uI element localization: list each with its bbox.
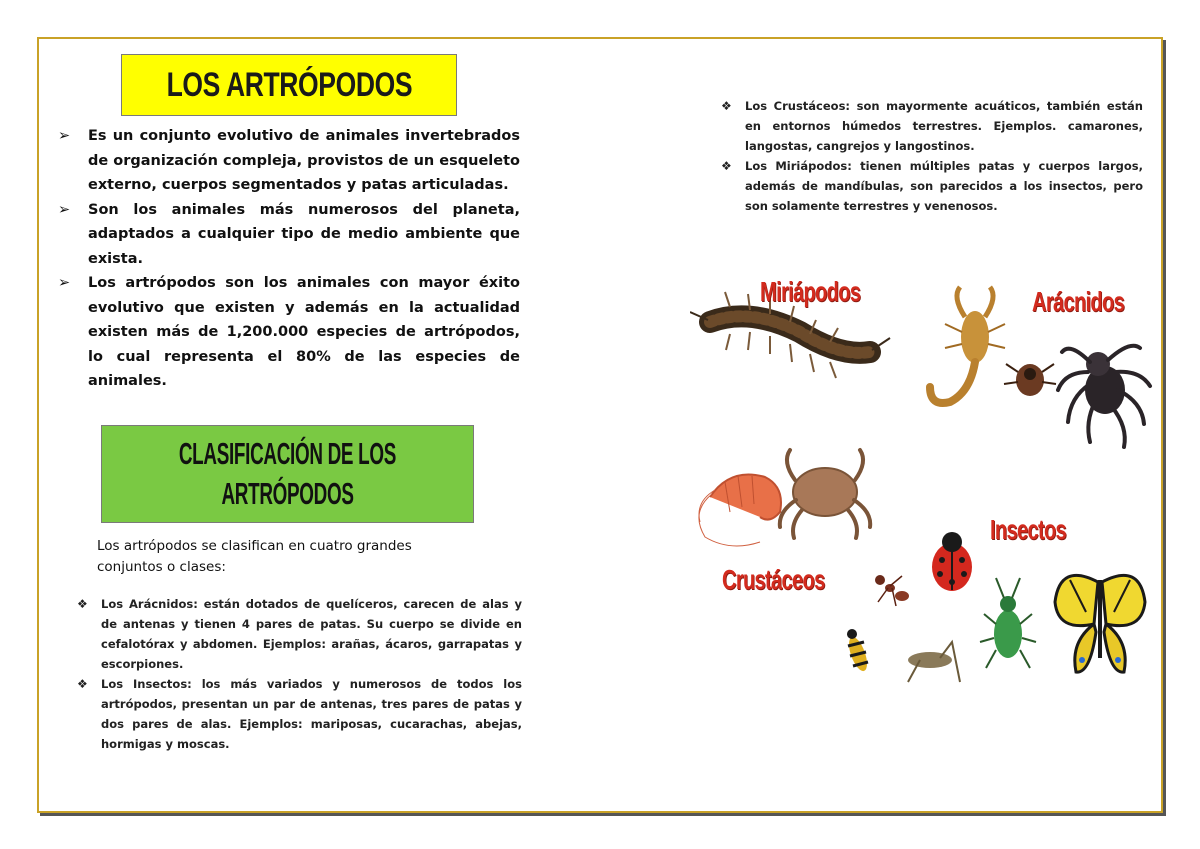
tick-illustration (1004, 364, 1056, 396)
classification-intro: Los artrópodos se clasifican en cuatro grandes conjuntos o clases: (97, 538, 412, 575)
intro-bullet-list (58, 124, 520, 394)
label-myriapods: Miriápodos (760, 276, 861, 307)
list-item: ❖ Los Insectos: los más variados y numerosos de todos los artrópodos, presentan un par de antenas, tres pares de patas y dos pares de alas. Ejemplos: mariposas, cucarachas, abejas, hormigas y moscas. (75, 674, 522, 754)
diamond-bullet-icon: ❖ (77, 597, 88, 611)
list-item: ➢ Los artrópodos son los animales con mayor éxito evolutivo que existen y además en la actualidad existen más de 1,200.000 especies de artrópodos, lo cual representa el 80% de las especies de animales. (58, 271, 520, 394)
main-title: LOS ARTRÓPODOS (121, 54, 457, 116)
list-item: ❖ Los Miriápodos: tienen múltiples patas y cuerpos largos, además de mandíbulas, son parecidos a los insectos, pero son solamente terrestres y venenosos. (719, 156, 1143, 216)
diamond-bullet-icon: ❖ (721, 99, 732, 113)
crab-illustration (780, 450, 870, 538)
arthropod-collage (690, 262, 1160, 702)
scorpion-illustration (930, 287, 1005, 403)
butterfly-illustration (1055, 575, 1145, 672)
diamond-bullet-icon: ❖ (721, 159, 732, 173)
list-item: ➢ Son los animales más numerosos del planeta, adaptados a cualquier tipo de medio ambiente que exista. (58, 198, 520, 272)
classes-list-right (719, 96, 1143, 216)
ladybug-illustration (932, 532, 972, 591)
arrow-bullet-icon: ➢ (58, 275, 71, 291)
wasp-illustration (845, 629, 870, 673)
classification-title: CLASIFICACIÓN DE LOS ARTRÓPODOS (101, 425, 474, 523)
classes-list-left (75, 594, 522, 754)
list-item: ❖ Los Crustáceos: son mayormente acuáticos, también están en entornos húmedos terrestres. Ejemplos. camarones, langostas, cangrejos y langostinos. (719, 96, 1143, 156)
arthropod-illustrations (690, 262, 1160, 702)
beetle-illustration (980, 578, 1036, 668)
grasshopper-illustration (908, 642, 960, 682)
diamond-bullet-icon: ❖ (77, 677, 88, 691)
label-arachnids: Arácnidos (1032, 286, 1125, 317)
list-item: ❖ Los Arácnidos: están dotados de quelíceros, carecen de alas y de antenas y tienen 4 pares de patas. Su cuerpo se divide en cefalotórax y abdomen. Ejemplos: arañas, ácaros, garrapatas y escorpiones. (75, 594, 522, 674)
label-insects: Insectos (990, 514, 1067, 545)
list-item: ➢ Es un conjunto evolutivo de animales invertebrados de organización compleja, provistos de un esqueleto externo, cuerpos segmentados y patas articuladas. (58, 124, 520, 198)
ant-illustration (875, 575, 909, 606)
tarantula-illustration (1058, 346, 1150, 447)
arrow-bullet-icon: ➢ (58, 128, 71, 144)
arrow-bullet-icon: ➢ (58, 201, 71, 218)
shrimp-illustration (699, 475, 781, 547)
label-crustaceans: Crustáceos (722, 564, 825, 595)
